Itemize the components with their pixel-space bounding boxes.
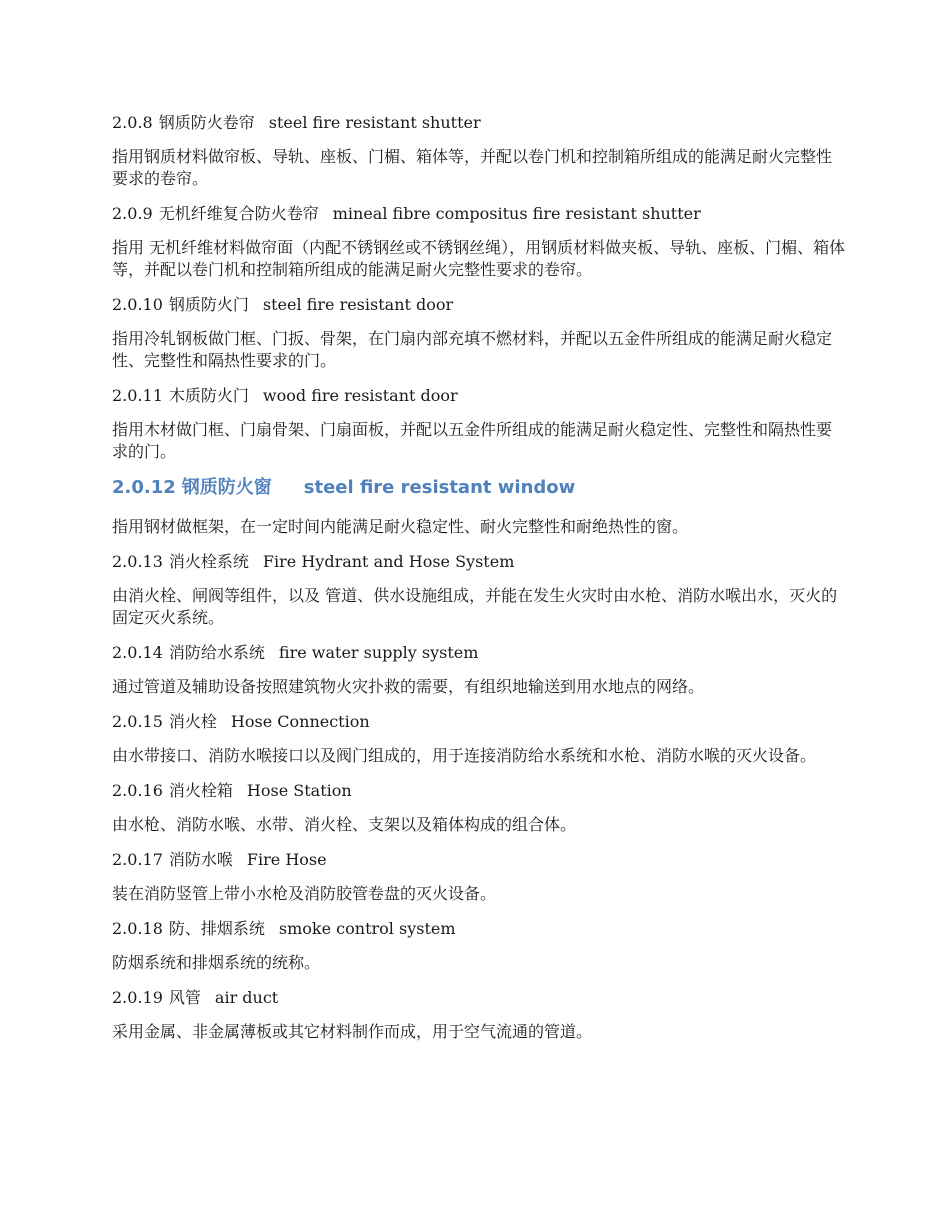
section-heading	[112, 476, 847, 500]
term-definition: 通过管道及辅助设备按照建筑物火灾扑救的需要，有组织地输送到用水地点的网络。	[112, 677, 705, 696]
term-code: 2.0.12	[112, 477, 176, 498]
term-chinese: 消防水喉	[168, 850, 233, 869]
term-english: wood fire resistant door	[262, 386, 458, 405]
term-definition: 采用金属、非金属薄板或其它材料制作而成，用于空气流通的管道。	[112, 1022, 593, 1041]
term-code: 2.0.18	[112, 919, 163, 938]
term-code: 2.0.19	[112, 988, 163, 1007]
term-english: Fire Hose	[246, 850, 327, 869]
term-definition: 装在消防竖管上带小水枪及消防胶管卷盘的灭火设备。	[112, 884, 497, 903]
term-code: 2.0.8	[112, 113, 153, 132]
term-english: steel fire resistant window	[303, 477, 576, 498]
term-chinese: 钢质防火窗	[181, 477, 272, 498]
term-definition: 由水带接口、消防水喉接口以及阀门组成的，用于连接消防给水系统和水枪、消防水喉的灭火设备。	[112, 746, 817, 765]
term-code: 2.0.14	[112, 643, 163, 662]
term-definition: 指用 无机纤维材料做帘面（内配不锈钢丝或不锈钢丝绳），用钢质材料做夹板、导轨、座板、门楣、箱体等，并配以卷门机和控制箱所组成的能满足耐火完整性要求的卷帘。	[112, 238, 846, 279]
term-entry	[112, 203, 847, 281]
term-code: 2.0.10	[112, 295, 163, 314]
term-heading	[112, 849, 847, 871]
term-definition: 防烟系统和排烟系统的统称。	[112, 953, 321, 972]
term-english: mineal fibre compositus fire resistant shutter	[332, 204, 701, 223]
term-entry	[112, 711, 847, 767]
term-chinese: 防、排烟系统	[168, 919, 265, 938]
term-code: 2.0.17	[112, 850, 163, 869]
term-chinese: 消火栓箱	[168, 781, 233, 800]
term-code: 2.0.16	[112, 781, 163, 800]
term-english: Hose Station	[246, 781, 352, 800]
term-entry	[112, 551, 847, 629]
term-chinese: 钢质防火门	[168, 295, 249, 314]
term-chinese: 消火栓系统	[168, 552, 249, 571]
term-entry	[112, 918, 847, 974]
term-heading	[112, 918, 847, 940]
term-code: 2.0.11	[112, 386, 163, 405]
term-chinese: 无机纤维复合防火卷帘	[158, 204, 319, 223]
term-heading	[112, 987, 847, 1009]
term-english: Fire Hydrant and Hose System	[262, 552, 515, 571]
term-chinese: 风管	[168, 988, 201, 1007]
term-chinese: 钢质防火卷帘	[158, 113, 255, 132]
term-chinese: 消防给水系统	[168, 643, 265, 662]
term-english: air duct	[214, 988, 279, 1007]
term-heading	[112, 711, 847, 733]
term-entry-highlighted	[112, 476, 847, 538]
term-entry	[112, 112, 847, 190]
term-definition: 指用钢材做框架，在一定时间内能满足耐火稳定性、耐火完整性和耐绝热性的窗。	[112, 517, 689, 536]
term-english: Hose Connection	[230, 712, 370, 731]
term-english: steel fire resistant door	[262, 295, 454, 314]
term-english: fire water supply system	[278, 643, 479, 662]
term-code: 2.0.15	[112, 712, 163, 731]
term-definition: 由消火栓、闸阀等组件，以及 管道、供水设施组成，并能在发生火灾时由水枪、消防水喉出水，灭火的固定灭火系统。	[112, 586, 838, 627]
term-code: 2.0.13	[112, 552, 163, 571]
term-heading	[112, 203, 847, 225]
term-definition: 指用木材做门框、门扇骨架、门扇面板，并配以五金件所组成的能满足耐火稳定性、完整性和隔热性要求的门。	[112, 420, 833, 461]
term-chinese: 木质防火门	[168, 386, 249, 405]
term-entry	[112, 780, 847, 836]
term-entry	[112, 294, 847, 372]
term-entry	[112, 849, 847, 905]
term-heading	[112, 112, 847, 134]
term-heading	[112, 642, 847, 664]
term-code: 2.0.9	[112, 204, 153, 223]
document-page	[112, 112, 847, 1056]
term-definition: 指用钢质材料做帘板、导轨、座板、门楣、箱体等，并配以卷门机和控制箱所组成的能满足耐火完整性要求的卷帘。	[112, 147, 833, 188]
term-entry	[112, 385, 847, 463]
term-heading	[112, 385, 847, 407]
term-english: steel fire resistant shutter	[268, 113, 481, 132]
term-english: smoke control system	[278, 919, 456, 938]
term-heading	[112, 551, 847, 573]
term-entry	[112, 987, 847, 1043]
term-definition: 指用冷轧钢板做门框、门扳、骨架，在门扇内部充填不燃材料，并配以五金件所组成的能满足耐火稳定性、完整性和隔热性要求的门。	[112, 329, 833, 370]
term-chinese: 消火栓	[168, 712, 217, 731]
term-entry	[112, 642, 847, 698]
term-definition: 由水枪、消防水喉、水带、消火栓、支架以及箱体构成的组合体。	[112, 815, 577, 834]
term-heading	[112, 294, 847, 316]
term-heading	[112, 780, 847, 802]
